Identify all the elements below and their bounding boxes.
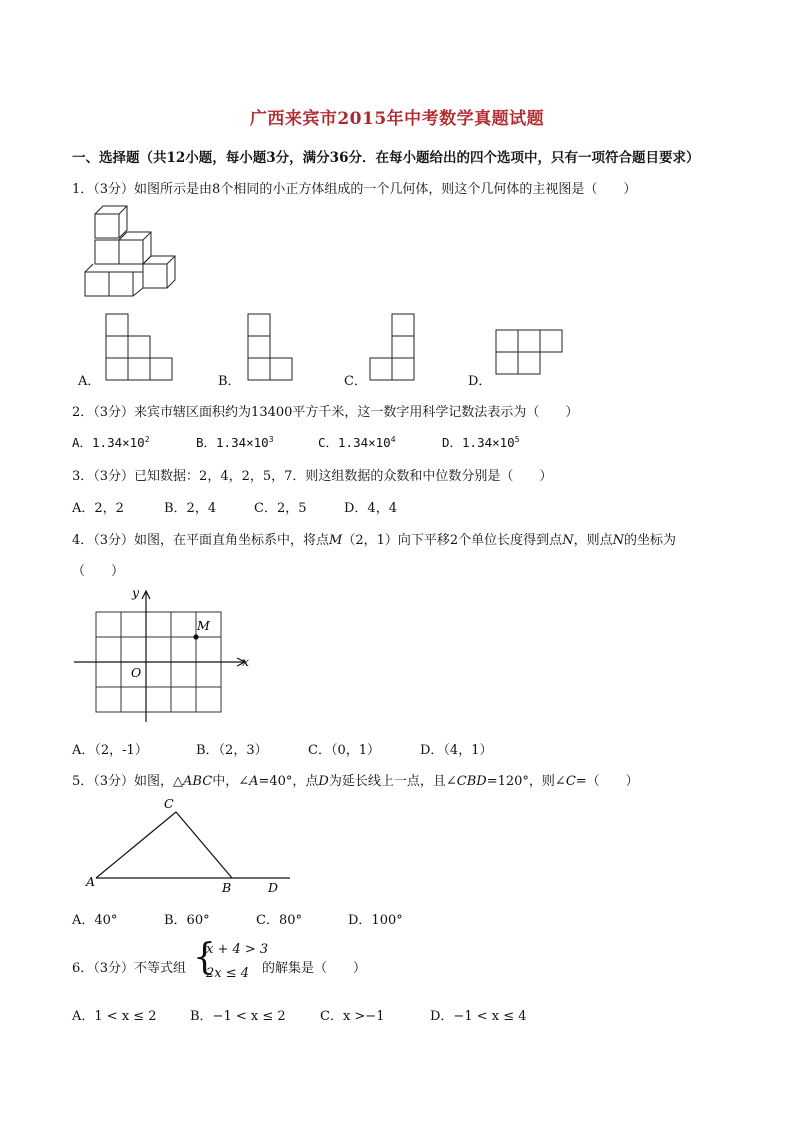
q2-option-c[interactable]: C．$1.34\times 10^4$ <box>318 434 396 450</box>
label-d: D <box>268 880 279 895</box>
inequality-line-1: x + 4 > 3 <box>206 942 269 957</box>
q2-option-a[interactable]: A．$1.34\times 10^2$ <box>72 434 150 450</box>
label-b: B <box>222 880 232 895</box>
q1-option-c[interactable]: C． <box>344 374 367 389</box>
q5-triangle-figure <box>84 796 304 896</box>
q1-option-a[interactable]: A． <box>78 374 101 389</box>
question-4-stem-line2: （ ） <box>72 564 125 579</box>
inequality-line-2: 2x ≤ 4 <box>206 966 250 981</box>
q1-option-d-figure <box>494 328 566 376</box>
q5-option-b[interactable]: B．60° <box>164 913 210 928</box>
q1-option-b[interactable]: B． <box>218 374 241 389</box>
q5-option-a[interactable]: A．40° <box>72 913 118 928</box>
q6-option-b[interactable]: B．−1 < x ≤ 2 <box>190 1009 286 1024</box>
q3-option-a[interactable]: A．2，2 <box>72 501 124 516</box>
q2-option-b[interactable]: B．$1.34\times 10^3$ <box>196 434 274 450</box>
question-4-stem: 4．（3分）如图，在平面直角坐标系中，将点M（2，1）向下平移2个单位长度得到点N，则点N的坐标为 <box>72 533 676 548</box>
page-title: 广西来宾市2015年中考数学真题试题 <box>249 109 545 129</box>
q4-option-b[interactable]: B．（2，3） <box>196 743 268 758</box>
label-a: A <box>86 874 96 889</box>
point-m <box>193 634 198 639</box>
q3-option-c[interactable]: C．2，5 <box>254 501 307 516</box>
question-6-stem-a: 6．（3分）不等式组 <box>72 961 187 976</box>
q6-option-a[interactable]: A．1 < x ≤ 2 <box>72 1009 157 1024</box>
q1-option-c-figure <box>368 312 416 382</box>
y-axis-label: y <box>132 585 140 600</box>
q5-option-d[interactable]: D．100° <box>348 913 403 928</box>
question-3-stem: 3．（3分）已知数据：2，4，2，5，7．则这组数据的众数和中位数分别是（ ） <box>72 469 553 484</box>
q1-option-d[interactable]: D． <box>468 374 492 389</box>
question-2-stem: 2．（3分）来宾市辖区面积约为13400平方千米，这一数字用科学记数法表示为（ ） <box>72 405 579 420</box>
q4-option-d[interactable]: D．（4，1） <box>420 743 493 758</box>
q4-option-c[interactable]: C．（0，1） <box>308 743 380 758</box>
q3-option-d[interactable]: D．4，4 <box>344 501 397 516</box>
q6-option-d[interactable]: D．−1 < x ≤ 4 <box>430 1009 527 1024</box>
q2-option-d[interactable]: D．$1.34\times 10^5$ <box>442 434 520 450</box>
section-heading: 一、选择题（共12小题，每小题3分，满分36分．在每小题给出的四个选项中，只有一项符合题目要求） <box>72 150 700 166</box>
question-6-stem-b: 的解集是（ ） <box>262 961 367 976</box>
q1-option-a-figure <box>104 312 174 382</box>
question-1-stem: 1．（3分）如图所示是由8个相同的小正方体组成的一个几何体，则这个几何体的主视图是（ ） <box>72 182 637 197</box>
q1-option-b-figure <box>246 312 294 382</box>
inequality-brace: { <box>193 937 216 978</box>
question-5-stem: 5．（3分）如图，△ABC中，∠A=40°，点D为延长线上一点，且∠CBD=120°，则∠C=（ ） <box>72 774 639 789</box>
q5-option-c[interactable]: C．80° <box>256 913 302 928</box>
point-m-label: M <box>197 618 210 633</box>
q4-option-a[interactable]: A．（2，-1） <box>72 743 148 758</box>
x-axis-label: x <box>242 654 250 669</box>
q4-coordinate-grid <box>74 585 264 722</box>
q6-option-c[interactable]: C．x >−1 <box>320 1009 385 1024</box>
q1-solid-figure <box>80 200 190 304</box>
label-c: C <box>164 796 174 811</box>
q3-option-b[interactable]: B．2，4 <box>164 501 217 516</box>
origin-label: O <box>131 665 142 680</box>
